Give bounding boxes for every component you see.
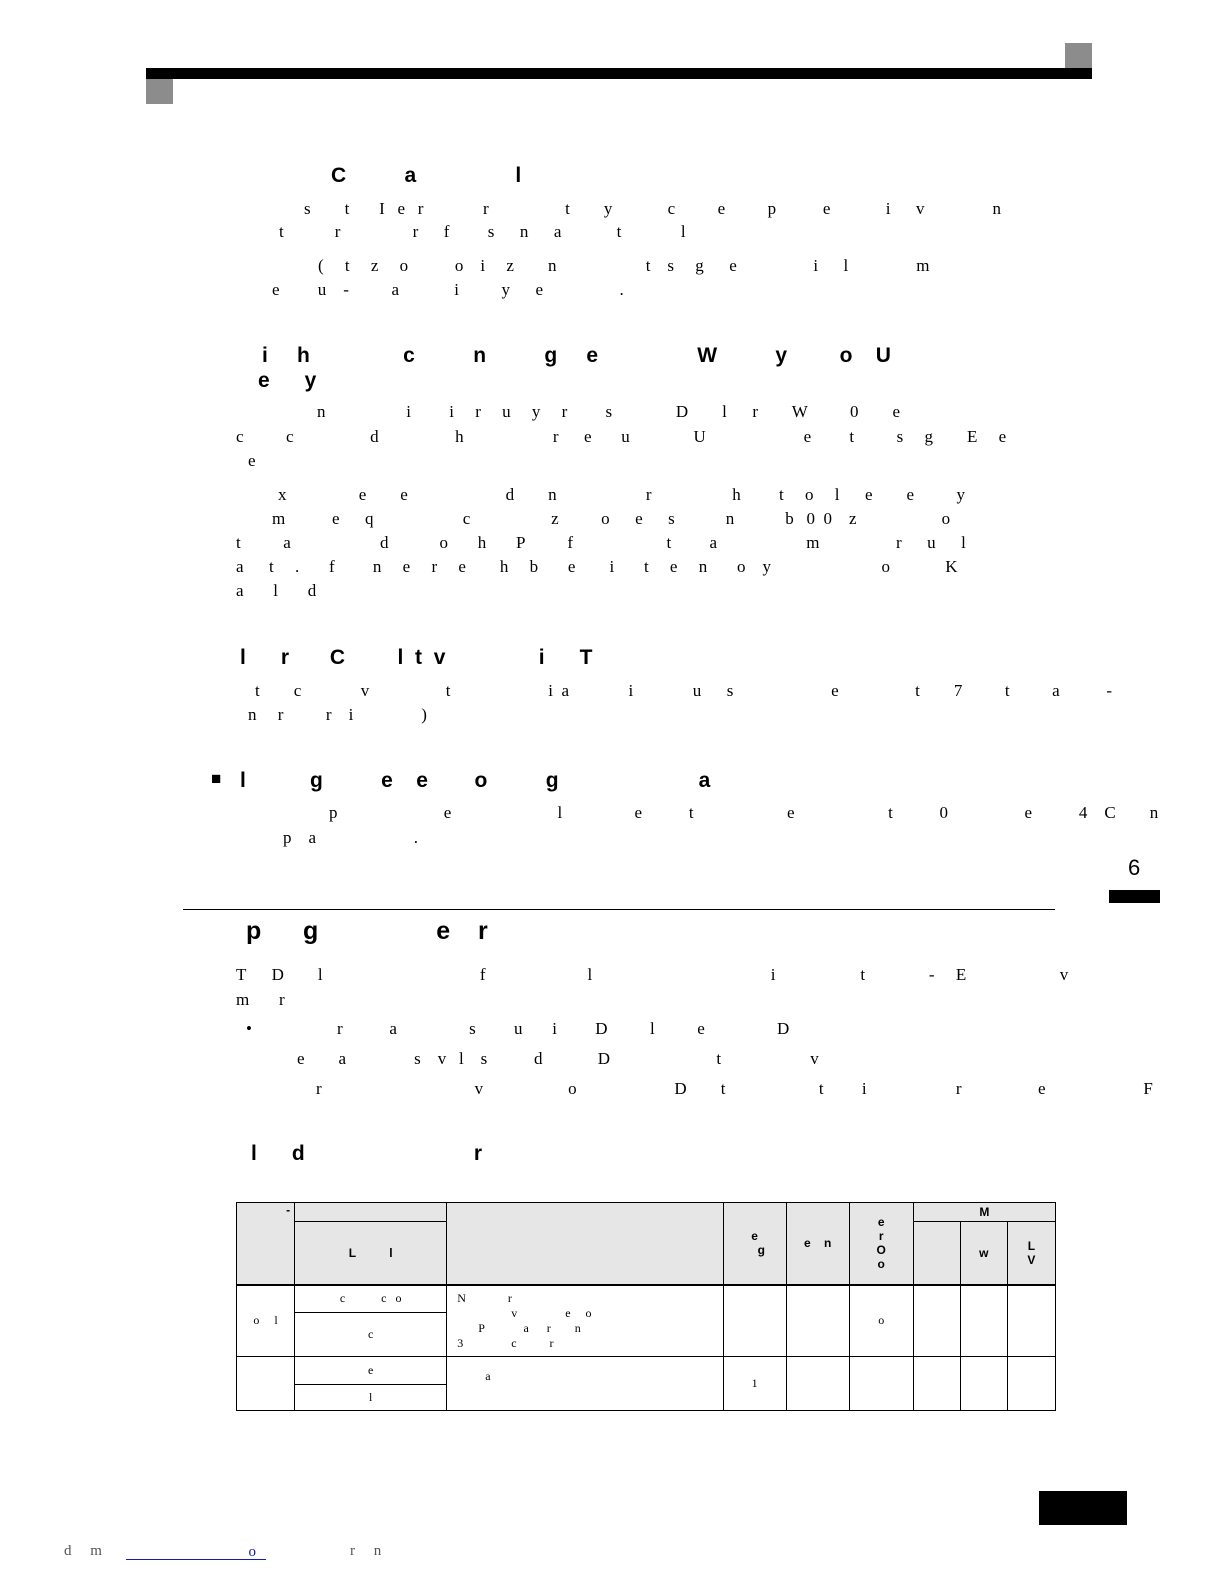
bullet-line: e a s v l s d D t v xyxy=(297,1049,819,1068)
header-no: - xyxy=(237,1203,295,1285)
row2-description: a xyxy=(447,1357,723,1411)
row2-param-no xyxy=(237,1357,295,1411)
footer-left-text: d m xyxy=(64,1543,102,1559)
paragraph-line: n i i r u y r s D l r W 0 e xyxy=(317,402,901,421)
row2-name-b: l xyxy=(295,1385,447,1411)
row1-default xyxy=(786,1285,849,1357)
row2-mode-1 xyxy=(913,1357,960,1411)
paragraph-line: n r r i ) xyxy=(248,705,427,724)
paragraph-line: m e q c z o e s n b 0 0 z o xyxy=(272,509,951,528)
paragraph-line: t c v t i a i u s e t 7 t a - xyxy=(255,681,1113,700)
row2-range: 1 xyxy=(723,1357,786,1411)
paragraph-line: e xyxy=(248,451,256,470)
paragraph-line: p e l e t e t 0 e 4 C n xyxy=(329,803,1159,822)
section-heading: p g e r xyxy=(246,917,488,945)
footer-right-text: r n xyxy=(350,1543,382,1559)
bullet-line: r v o D t t i r e F xyxy=(316,1079,1153,1098)
section-divider xyxy=(183,909,1055,910)
paragraph-line: p a . xyxy=(283,828,419,847)
parameter-table xyxy=(236,1202,1056,1411)
header-change: e r O o xyxy=(849,1203,913,1285)
header-mode-2: w xyxy=(960,1222,1007,1285)
paragraph-line: m r xyxy=(236,990,285,1009)
row1-description: N r v e o P a r n 3 c r xyxy=(447,1285,723,1357)
paragraph-line: s t I e r r t y c e p e i v n xyxy=(304,199,1001,218)
paragraph-line: T D l f l i t - E v xyxy=(236,965,1069,984)
section-heading: i h c n g e W y o U xyxy=(262,344,891,367)
row1-change: o xyxy=(849,1285,913,1357)
bullet-square: ■ xyxy=(211,769,222,788)
paragraph-line: a l d xyxy=(236,581,317,600)
row1-range xyxy=(723,1285,786,1357)
row1-param-no: o l xyxy=(237,1285,295,1357)
paragraph-line: e u - a i y e . xyxy=(272,280,624,299)
paragraph-line: t a d o h P f t a m r u l xyxy=(236,533,966,552)
row2-mode-3 xyxy=(1007,1357,1055,1411)
header-modes: M xyxy=(913,1203,1055,1222)
row2-mode-2 xyxy=(960,1357,1007,1411)
row2-name-a: e xyxy=(295,1357,447,1385)
chapter-tab-bar xyxy=(1109,890,1160,903)
header-name-top xyxy=(295,1203,447,1222)
footer-link[interactable] xyxy=(126,1543,266,1560)
row1-name-a: c c o xyxy=(295,1285,447,1313)
paragraph-line: t r r f s n a t l xyxy=(279,222,686,241)
section-heading: C a l xyxy=(331,164,522,187)
header-bar xyxy=(146,68,1092,79)
header-mode-3: L V xyxy=(1007,1222,1055,1285)
section-heading: l r C l t v i T xyxy=(240,646,593,669)
section-heading: l d r xyxy=(251,1142,483,1165)
chapter-number: 6 xyxy=(1128,855,1141,880)
paragraph-line: ( t z o o i z n t s g e i l m xyxy=(318,256,930,275)
section-heading: l g e e o g a xyxy=(240,769,711,792)
page-number-box xyxy=(1039,1491,1127,1525)
paragraph-line: a t . f n e r e h b e i t e n o y o K xyxy=(236,557,958,576)
bullet-line: • r a s u i D l e D xyxy=(246,1019,790,1038)
paragraph-line: c c d h r e u U e t s g E e xyxy=(236,427,1007,446)
row1-name-b: c xyxy=(295,1313,447,1357)
row1-mode-1 xyxy=(913,1285,960,1357)
paragraph-line: x e e d n r h t o l e e y xyxy=(278,485,966,504)
header-name: L l xyxy=(295,1222,447,1285)
header-block-left xyxy=(146,79,173,104)
header-mode-1 xyxy=(913,1222,960,1285)
header-block-right xyxy=(1065,43,1092,68)
header-description xyxy=(447,1203,723,1285)
row2-change xyxy=(849,1357,913,1411)
row1-mode-3 xyxy=(1007,1285,1055,1357)
row1-mode-2 xyxy=(960,1285,1007,1357)
header-default: e n xyxy=(786,1203,849,1285)
section-heading: e y xyxy=(258,369,317,392)
row2-default xyxy=(786,1357,849,1411)
footer-link-text[interactable]: o xyxy=(248,1544,256,1560)
header-range: e g xyxy=(723,1203,786,1285)
